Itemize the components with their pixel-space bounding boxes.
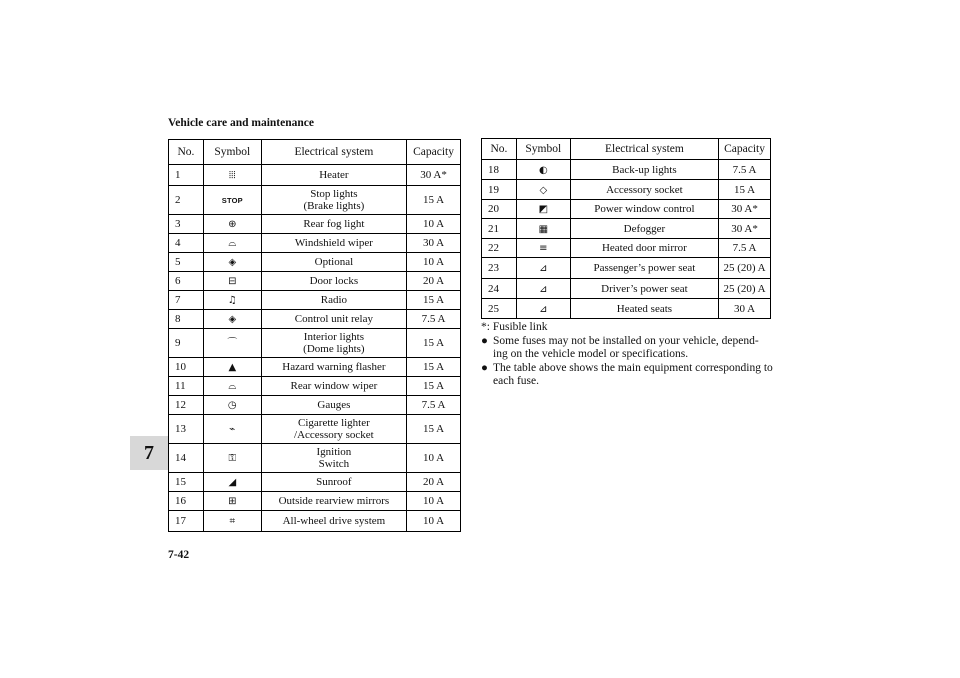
fuse-table-left-body <box>169 165 461 532</box>
fuse-number: 5 <box>169 253 204 272</box>
fuse-capacity: 15 A <box>407 415 461 444</box>
electrical-system: Heated seats <box>570 299 718 319</box>
electrical-system: Cigarette lighter /Accessory socket <box>261 415 406 444</box>
fuse-symbol-cell <box>203 415 261 444</box>
fuse-symbol-cell <box>516 219 570 239</box>
fuse-number: 3 <box>169 215 204 234</box>
fuse-symbol-cell <box>203 511 261 532</box>
passenger-power-seat-icon: ⊿ <box>539 263 548 274</box>
fuse-capacity: 20 A <box>407 473 461 492</box>
fuse-symbol-cell <box>203 291 261 310</box>
electrical-system: Accessory socket <box>570 180 718 200</box>
fuse-symbol-cell <box>516 279 570 299</box>
fuse-row <box>169 492 461 511</box>
electrical-system: Power window control <box>570 200 718 219</box>
fuse-capacity: 10 A <box>407 253 461 272</box>
fuse-number: 17 <box>169 511 204 532</box>
fuse-row <box>169 186 461 215</box>
column-header-system: Electrical system <box>570 139 718 160</box>
accessory-socket-icon: ◇ <box>539 184 548 196</box>
bullet-icon: ● <box>481 334 488 347</box>
column-header-symbol: Symbol <box>203 140 261 165</box>
fuse-number: 10 <box>169 358 204 377</box>
fuse-number: 11 <box>169 377 204 396</box>
fuse-row <box>169 291 461 310</box>
fuse-symbol-cell <box>516 180 570 200</box>
note-text: Some fuses may not be installed on your vehicle, depend-ing on the vehicle model or specifications. <box>493 334 759 360</box>
fuse-capacity: 10 A <box>407 492 461 511</box>
fuse-number: 20 <box>482 200 517 219</box>
fuse-symbol-cell <box>203 492 261 511</box>
fuse-capacity: 20 A <box>407 272 461 291</box>
fuse-number: 22 <box>482 239 517 258</box>
bullet-icon: ● <box>481 361 488 374</box>
awd-system-icon: ⌗ <box>229 516 236 527</box>
fuse-symbol-cell <box>203 234 261 253</box>
power-window-icon: ◩ <box>538 204 549 215</box>
rear-wiper-icon: ⌓ <box>228 381 237 392</box>
column-header-system: Electrical system <box>261 140 406 165</box>
electrical-system: Heated door mirror <box>570 239 718 258</box>
fuse-row <box>169 272 461 291</box>
electrical-system: Gauges <box>261 396 406 415</box>
defogger-icon: ▦ <box>538 223 549 235</box>
fuse-capacity: 7.5 A <box>407 310 461 329</box>
fuse-number: 15 <box>169 473 204 492</box>
heater-icon: ⦙⦙⦙ <box>228 170 236 181</box>
electrical-system: Door locks <box>261 272 406 291</box>
fuse-number: 4 <box>169 234 204 253</box>
fuse-row <box>482 279 771 299</box>
radio-icon: ♫ <box>227 295 237 306</box>
dome-light-icon: ⌒ <box>227 338 238 349</box>
fuse-number: 6 <box>169 272 204 291</box>
fuse-row <box>169 415 461 444</box>
fuse-capacity: 15 A <box>719 180 771 200</box>
electrical-system: Passenger’s power seat <box>570 258 718 279</box>
fuse-capacity: 15 A <box>407 329 461 358</box>
fuse-capacity: 30 A* <box>719 219 771 239</box>
electrical-system: Optional <box>261 253 406 272</box>
fuse-capacity: 15 A <box>407 358 461 377</box>
electrical-system: Interior lights (Dome lights) <box>261 329 406 358</box>
fuse-number: 9 <box>169 329 204 358</box>
fuse-number: 24 <box>482 279 517 299</box>
fuse-symbol-cell <box>516 200 570 219</box>
fuse-capacity: 7.5 A <box>407 396 461 415</box>
windshield-wiper-icon: ⌓ <box>228 238 237 249</box>
electrical-system: All-wheel drive system <box>261 511 406 532</box>
fuse-capacity: 7.5 A <box>719 239 771 258</box>
fuse-symbol-cell <box>203 377 261 396</box>
fuse-row <box>169 165 461 186</box>
fuse-row <box>169 511 461 532</box>
fuse-symbol-cell <box>203 444 261 473</box>
control-unit-relay-icon: ◈ <box>228 314 237 325</box>
outside-mirror-icon: ⊞ <box>228 496 237 507</box>
fuse-row <box>169 310 461 329</box>
fuse-capacity: 30 A* <box>719 200 771 219</box>
electrical-system: Driver’s power seat <box>570 279 718 299</box>
fuse-symbol-cell <box>516 299 570 319</box>
fuse-number: 19 <box>482 180 517 200</box>
fuse-symbol-cell <box>516 239 570 258</box>
fuse-symbol-cell <box>203 310 261 329</box>
fuse-number: 8 <box>169 310 204 329</box>
fuse-capacity: 30 A <box>719 299 771 319</box>
ignition-switch-icon: ⚿ <box>228 453 237 464</box>
driver-power-seat-icon: ⊿ <box>539 283 548 295</box>
fuse-symbol-cell <box>203 272 261 291</box>
fuse-capacity: 15 A <box>407 186 461 215</box>
fuse-capacity: 30 A* <box>407 165 461 186</box>
fuse-table-right <box>481 138 771 319</box>
column-header-capacity: Capacity <box>719 139 771 160</box>
electrical-system: Ignition Switch <box>261 444 406 473</box>
column-header-capacity: Capacity <box>407 140 461 165</box>
electrical-system: Outside rearview mirrors <box>261 492 406 511</box>
fuse-row <box>482 180 771 200</box>
fuse-capacity: 30 A <box>407 234 461 253</box>
electrical-system: Hazard warning flasher <box>261 358 406 377</box>
column-header-no: No. <box>169 140 204 165</box>
note-bullet <box>481 362 773 389</box>
fuse-number: 23 <box>482 258 517 279</box>
fuse-symbol-cell <box>203 165 261 186</box>
fuse-row <box>482 299 771 319</box>
notes <box>481 321 773 389</box>
fuse-row <box>482 258 771 279</box>
column-header-no: No. <box>482 139 517 160</box>
fuse-row <box>169 215 461 234</box>
fuse-table-right-body <box>482 160 771 319</box>
fuse-number: 14 <box>169 444 204 473</box>
fuse-symbol-cell <box>203 473 261 492</box>
electrical-system: Control unit relay <box>261 310 406 329</box>
fuse-number: 25 <box>482 299 517 319</box>
heated-seat-icon: ⊿ <box>539 303 548 315</box>
fuse-capacity: 15 A <box>407 291 461 310</box>
page-number: 7-42 <box>168 549 190 561</box>
fuse-row <box>169 329 461 358</box>
sunroof-icon: ◢ <box>228 477 237 488</box>
fuse-capacity: 7.5 A <box>719 160 771 180</box>
electrical-system: Defogger <box>570 219 718 239</box>
back-up-light-icon: ◐ <box>538 164 548 176</box>
fuse-table-left <box>168 139 461 532</box>
fuse-symbol-cell <box>203 186 261 215</box>
hazard-warning-icon: ▲ <box>228 362 237 373</box>
electrical-system: Back-up lights <box>570 160 718 180</box>
electrical-system: Stop lights (Brake lights) <box>261 186 406 215</box>
chapter-tab: 7 <box>130 436 168 470</box>
door-lock-icon: ⊟ <box>228 276 237 287</box>
fuse-row <box>169 396 461 415</box>
fuse-row <box>482 200 771 219</box>
electrical-system: Heater <box>261 165 406 186</box>
note-bullet <box>481 335 773 362</box>
electrical-system: Radio <box>261 291 406 310</box>
fuse-row <box>169 377 461 396</box>
optional-icon: ◈ <box>228 257 237 268</box>
fuse-symbol-cell <box>203 396 261 415</box>
fuse-number: 12 <box>169 396 204 415</box>
fuse-row <box>169 253 461 272</box>
fuse-row <box>482 160 771 180</box>
fuse-row <box>169 234 461 253</box>
column-header-symbol: Symbol <box>516 139 570 160</box>
fuse-capacity: 25 (20) A <box>719 258 771 279</box>
fuse-number: 2 <box>169 186 204 215</box>
electrical-system: Sunroof <box>261 473 406 492</box>
fuse-capacity: 10 A <box>407 215 461 234</box>
fuse-row <box>482 219 771 239</box>
fuse-capacity: 25 (20) A <box>719 279 771 299</box>
electrical-system: Rear fog light <box>261 215 406 234</box>
note-text: The table above shows the main equipment corresponding to each fuse. <box>493 361 773 387</box>
heated-mirror-icon: ≡ <box>539 243 548 254</box>
fuse-symbol-cell <box>203 215 261 234</box>
fuse-symbol-cell <box>516 160 570 180</box>
fuse-capacity: 10 A <box>407 511 461 532</box>
fuse-number: 18 <box>482 160 517 180</box>
fusible-link-note: *: Fusible link <box>481 321 548 333</box>
stop-icon: STOP <box>221 196 243 205</box>
gauges-icon: ◷ <box>227 400 237 411</box>
fuse-capacity: 10 A <box>407 444 461 473</box>
cigarette-lighter-icon: ⌁ <box>229 424 236 435</box>
fuse-symbol-cell <box>203 253 261 272</box>
fuse-row <box>169 444 461 473</box>
fuse-row <box>169 473 461 492</box>
section-header: Vehicle care and maintenance <box>168 117 314 129</box>
electrical-system: Rear window wiper <box>261 377 406 396</box>
fuse-number: 1 <box>169 165 204 186</box>
fuse-number: 21 <box>482 219 517 239</box>
fuse-symbol-cell <box>516 258 570 279</box>
fuse-symbol-cell <box>203 358 261 377</box>
fuse-number: 13 <box>169 415 204 444</box>
fuse-row <box>169 358 461 377</box>
fuse-symbol-cell <box>203 329 261 358</box>
fuse-row <box>482 239 771 258</box>
fuse-number: 7 <box>169 291 204 310</box>
rear-fog-light-icon: ⊕ <box>228 219 237 230</box>
fuse-capacity: 15 A <box>407 377 461 396</box>
fuse-number: 16 <box>169 492 204 511</box>
electrical-system: Windshield wiper <box>261 234 406 253</box>
